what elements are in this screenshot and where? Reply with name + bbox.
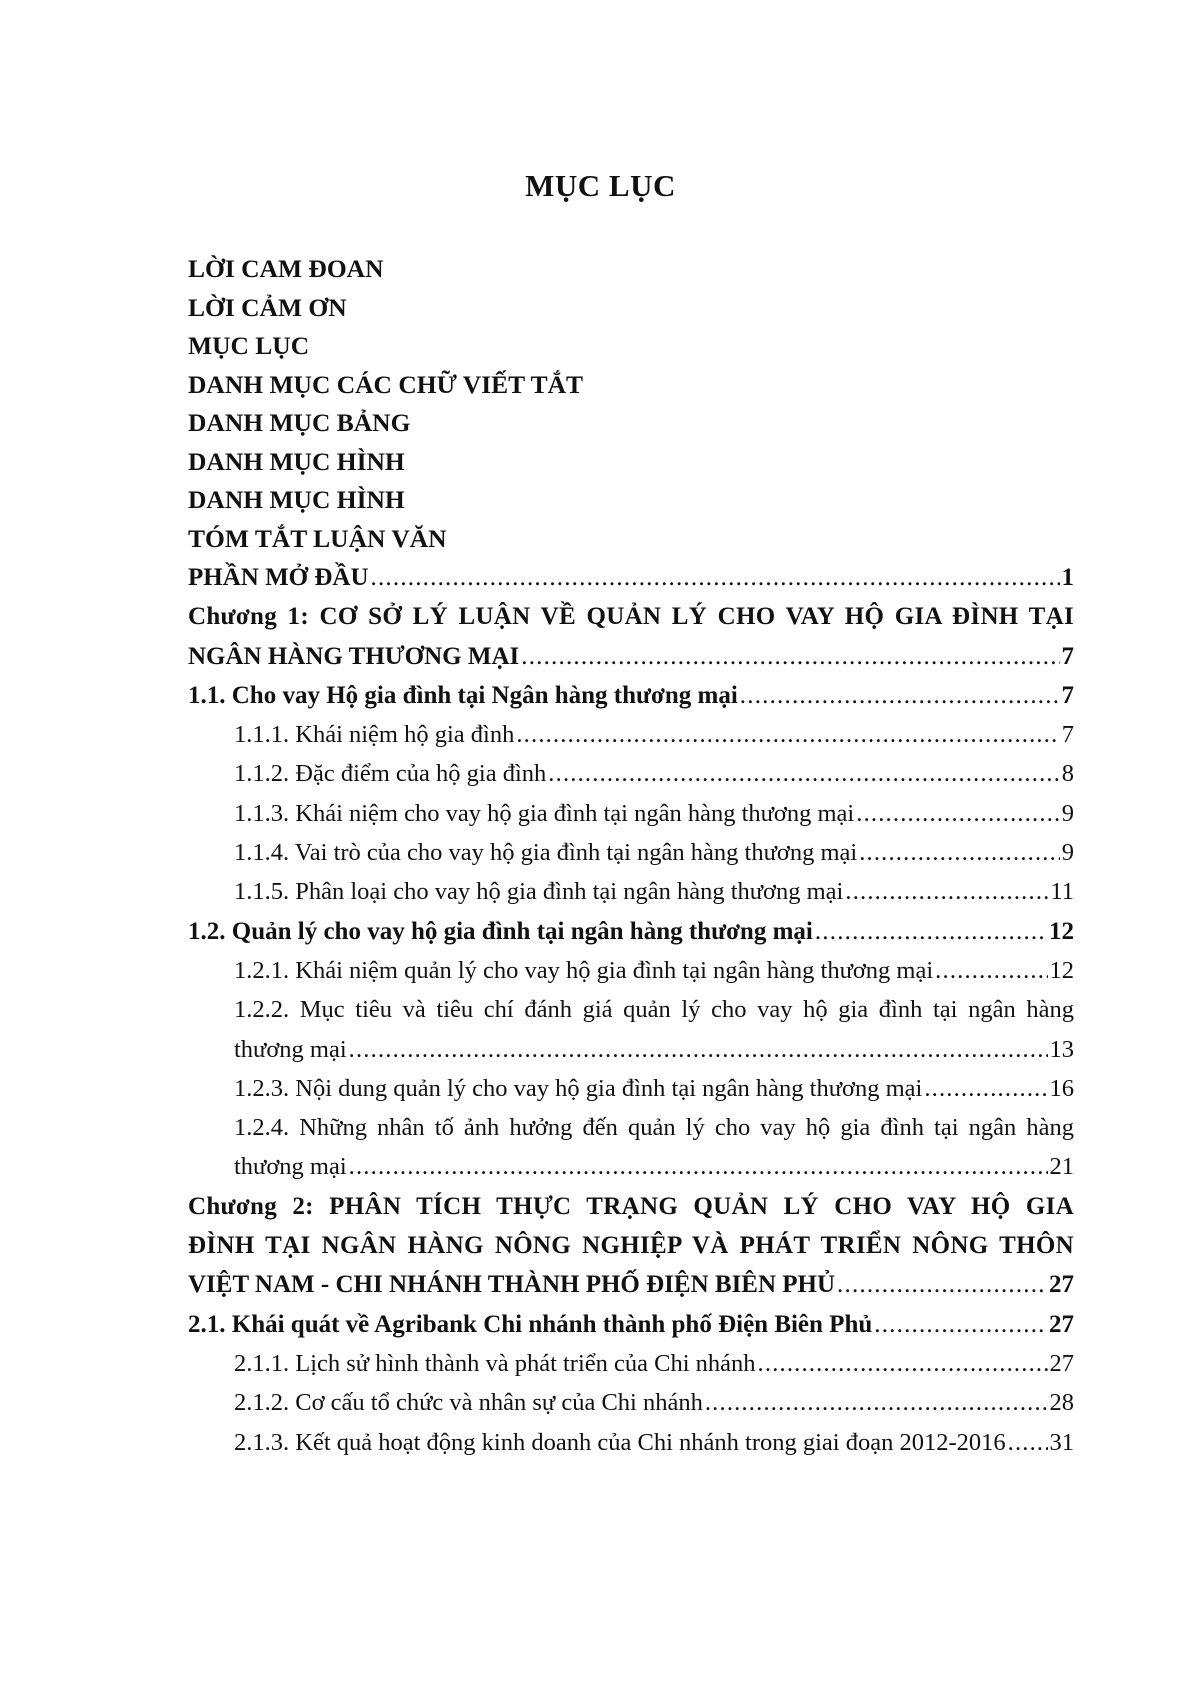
toc-page-number: 13	[1049, 1035, 1074, 1063]
dot-leader	[924, 1069, 1047, 1108]
toc-page-number: 7	[1061, 721, 1074, 749]
toc-page-number: 21	[1049, 1153, 1074, 1181]
toc-entry-subsection[interactable]	[188, 1069, 1074, 1108]
dot-leader	[349, 1030, 1048, 1069]
page-title: MỤC LỤC	[525, 168, 676, 203]
toc-entry-title: 1.1.1. Khái niệm hộ gia đình	[234, 721, 515, 749]
toc-entry-title: 2.1.2. Cơ cấu tổ chức và nhân sự của Chi nhánh	[234, 1389, 703, 1417]
toc-entry-subsection[interactable]	[188, 794, 1074, 833]
toc-entry-subsection[interactable]	[188, 754, 1074, 793]
toc-entry-title-line: 1.2.2. Mục tiêu và tiêu chí đánh giá quản lý cho vay hộ gia đình tại ngân hàng	[234, 996, 1074, 1024]
toc-page-number: 11	[1050, 878, 1074, 906]
toc-entry-title-line: Chương 1: CƠ SỞ LÝ LUẬN VỀ QUẢN LÝ CHO VAY HỘ GIA ĐÌNH TẠI	[188, 603, 1074, 631]
toc-entry-subsection[interactable]	[188, 1383, 1074, 1422]
toc-entry-title: PHẦN MỞ ĐẦU	[188, 564, 369, 591]
toc-front-item[interactable]: MỤC LỤC	[188, 331, 310, 360]
dot-leader	[740, 676, 1060, 715]
dot-leader	[845, 872, 1048, 911]
dot-leader	[349, 1147, 1048, 1186]
dot-leader	[837, 1265, 1047, 1304]
toc-entry-title: 1.1.3. Khái niệm cho vay hộ gia đình tại ngân hàng thương mại	[234, 799, 855, 827]
toc-entry-section[interactable]	[188, 1305, 1074, 1344]
dot-leader	[371, 558, 1060, 597]
toc-front-item[interactable]: LỜI CẢM ƠN	[188, 292, 347, 322]
toc-front-item[interactable]: DANH MỤC HÌNH	[188, 485, 405, 514]
toc-entry-title-line: Chương 2: PHÂN TÍCH THỰC TRẠNG QUẢN LÝ CHO VAY HỘ GIA	[188, 1192, 1074, 1220]
toc-entry-subsection[interactable]	[188, 990, 1074, 1069]
toc-page-number: 31	[1049, 1428, 1074, 1456]
toc-entry-title: 2.1. Khái quát về Agribank Chi nhánh thành phố Điện Biên Phủ	[188, 1310, 873, 1338]
toc-entry-title-line: 1.2.4. Những nhân tố ảnh hưởng đến quản lý cho vay hộ gia đình tại ngân hàng	[234, 1114, 1074, 1142]
toc-entry-title: thương mại	[234, 1035, 347, 1063]
dot-leader	[856, 794, 1060, 833]
toc-page-number: 1	[1061, 564, 1074, 591]
toc-page-number: 12	[1049, 917, 1074, 945]
toc-entry-title: 1.1.4. Vai trò của cho vay hộ gia đình tại ngân hàng thương mại	[234, 839, 858, 867]
toc-entry-subsection[interactable]	[188, 872, 1074, 911]
toc-entry-chapter-2[interactable]	[188, 1187, 1074, 1305]
toc-front-item[interactable]: DANH MỤC BẢNG	[188, 408, 411, 437]
toc-entry-title: VIỆT NAM - CHI NHÁNH THÀNH PHỐ ĐIỆN BIÊN PHỦ	[188, 1271, 836, 1299]
toc-page-number: 7	[1061, 642, 1074, 670]
toc-page-number: 27	[1049, 1271, 1074, 1299]
toc-entry-title: 1.2.3. Nội dung quản lý cho vay hộ gia đình tại ngân hàng thương mại	[234, 1074, 923, 1102]
table-of-contents	[188, 250, 1074, 1462]
toc-entry-subsection[interactable]	[188, 833, 1074, 872]
toc-page-number: 8	[1061, 760, 1074, 788]
toc-page-number: 9	[1061, 799, 1074, 827]
toc-entry-title: 1.2. Quản lý cho vay hộ gia đình tại ngân hàng thương mại	[188, 917, 813, 945]
toc-page-number: 12	[1049, 956, 1074, 984]
toc-page-number: 28	[1049, 1389, 1074, 1417]
dot-leader	[758, 1344, 1048, 1383]
dot-leader	[815, 912, 1047, 951]
toc-entry-title: 1.1. Cho vay Hộ gia đình tại Ngân hàng thương mại	[188, 681, 738, 709]
toc-entry-title-line: ĐÌNH TẠI NGÂN HÀNG NÔNG NGHIỆP VÀ PHÁT TRIỂN NÔNG THÔN	[188, 1232, 1074, 1260]
toc-entry-title: 2.1.1. Lịch sử hình thành và phát triển của Chi nhánh	[234, 1349, 756, 1377]
dot-leader	[874, 1305, 1047, 1344]
toc-page-number: 16	[1049, 1074, 1074, 1102]
dot-leader	[705, 1383, 1048, 1422]
toc-entry-subsection[interactable]	[188, 715, 1074, 754]
dot-leader	[1008, 1423, 1048, 1462]
toc-entry-title: 1.2.1. Khái niệm quản lý cho vay hộ gia đình tại ngân hàng thương mại	[234, 956, 934, 984]
toc-front-item[interactable]: DANH MỤC HÌNH	[188, 446, 405, 476]
toc-page-number: 27	[1049, 1349, 1074, 1377]
toc-entry-title: thương mại	[234, 1153, 347, 1181]
toc-page-number: 9	[1061, 839, 1074, 867]
toc-front-item[interactable]: DANH MỤC CÁC CHỮ VIẾT TẮT	[188, 369, 584, 399]
toc-entry-subsection[interactable]	[188, 1108, 1074, 1187]
toc-entry-section[interactable]	[188, 676, 1074, 715]
dot-leader	[521, 637, 1059, 676]
dot-leader	[859, 833, 1060, 872]
toc-front-item[interactable]: TÓM TẮT LUẬN VĂN	[188, 523, 447, 553]
toc-entry-subsection[interactable]	[188, 1423, 1074, 1462]
toc-entry-title: 1.1.2. Đặc điểm của hộ gia đình	[234, 760, 547, 788]
toc-entry-subsection[interactable]	[188, 951, 1074, 990]
toc-entry-chapter-1[interactable]	[188, 597, 1074, 676]
toc-front-item[interactable]: LỜI CAM ĐOAN	[188, 254, 384, 283]
toc-entry-title: 2.1.3. Kết quả hoạt động kinh doanh của Chi nhánh trong giai đoạn 2012-2016	[234, 1428, 1006, 1456]
toc-entry-title: 1.1.5. Phân loại cho vay hộ gia đình tại ngân hàng thương mại	[234, 878, 844, 906]
toc-entry-title: NGÂN HÀNG THƯƠNG MẠI	[188, 642, 520, 670]
toc-page-number: 7	[1061, 681, 1074, 709]
dot-leader	[548, 754, 1059, 793]
dot-leader	[516, 715, 1059, 754]
toc-entry-section[interactable]	[188, 912, 1074, 951]
toc-entry-intro[interactable]	[188, 558, 1074, 597]
dot-leader	[935, 951, 1047, 990]
toc-page-number: 27	[1049, 1310, 1074, 1338]
toc-entry-subsection[interactable]	[188, 1344, 1074, 1383]
